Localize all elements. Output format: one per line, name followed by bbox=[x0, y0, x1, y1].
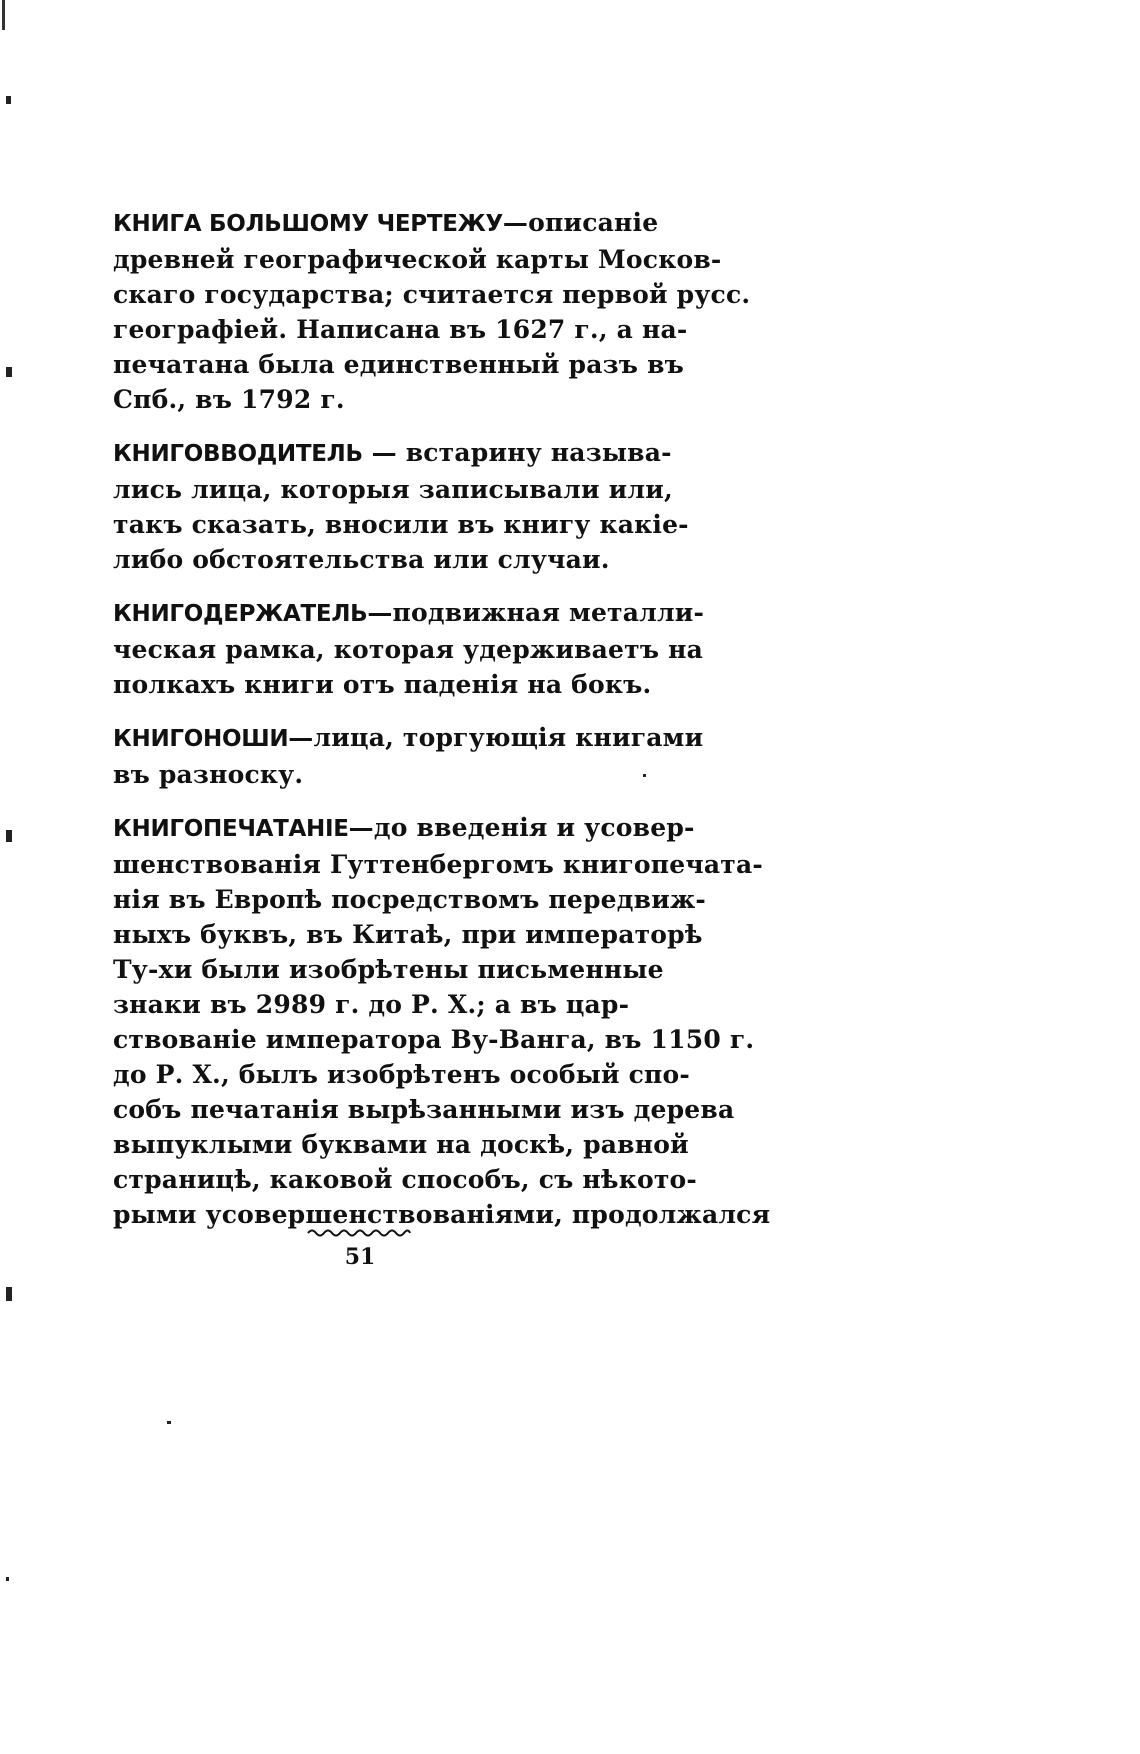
entry-line bbox=[113, 1022, 755, 1057]
entry-text: либо обстоятельства или случаи. bbox=[113, 545, 610, 574]
entry-text: ческая рамка, которая удерживаетъ на bbox=[113, 635, 704, 664]
entry-text: —описаніе bbox=[502, 208, 659, 237]
entry-headword: КНИГОВВОДИТЕЛЬ bbox=[113, 441, 363, 467]
entry-line bbox=[113, 987, 630, 1022]
dictionary-entry bbox=[113, 595, 705, 702]
entry-line bbox=[113, 882, 706, 917]
entry-headword: КНИГОНОШИ bbox=[113, 726, 289, 752]
entry-line bbox=[113, 952, 664, 987]
dictionary-entry bbox=[113, 205, 751, 417]
entry-line bbox=[113, 242, 722, 277]
entry-text: печатана была единственный разъ въ bbox=[113, 350, 685, 379]
margin-mark bbox=[6, 1577, 9, 1581]
entry-text: географіей. Написана въ 1627 г., а на- bbox=[113, 315, 688, 344]
entry-line bbox=[113, 1162, 697, 1197]
entry-text: — встарину называ- bbox=[362, 438, 672, 467]
entry-text: шенствованія Гуттенбергомъ книгопечата- bbox=[113, 850, 763, 879]
entry-text: страницѣ, каковой способъ, съ нѣкото- bbox=[113, 1165, 697, 1194]
entry-text: рыми усовершенствованіями, продолжался bbox=[113, 1200, 771, 1229]
entry-text: скаго государства; считается первой русс. bbox=[113, 280, 751, 309]
entry-text: —лица, торгующія книгами bbox=[288, 723, 704, 752]
entry-text: лись лица, которыя записывали или, bbox=[113, 475, 673, 504]
dictionary-entry bbox=[113, 810, 771, 1232]
entry-line bbox=[113, 435, 672, 472]
entry-text: ныхъ буквъ, въ Китаѣ, при императорѣ bbox=[113, 920, 703, 949]
entry-line bbox=[113, 312, 688, 347]
entry-text: въ разноску. bbox=[113, 760, 304, 789]
entry-text: древней географической карты Москов- bbox=[113, 245, 722, 274]
margin-mark bbox=[6, 96, 11, 104]
entry-line bbox=[113, 917, 703, 952]
page-number: 51 bbox=[344, 1244, 376, 1270]
text-column bbox=[113, 205, 771, 1250]
entry-text: знаки въ 2989 г. до Р. Х.; а въ цар- bbox=[113, 990, 630, 1019]
entry-line bbox=[113, 667, 652, 702]
entry-text: —до введенія и усовер- bbox=[348, 813, 695, 842]
ornamental-rule bbox=[306, 1226, 412, 1238]
entry-line bbox=[113, 847, 763, 882]
entry-line bbox=[113, 757, 610, 792]
entry-headword: КНИГОДЕРЖАТЕЛЬ bbox=[113, 601, 368, 627]
entry-line bbox=[113, 277, 751, 312]
entry-line bbox=[113, 507, 689, 542]
entry-line bbox=[113, 632, 704, 667]
entry-line bbox=[113, 595, 705, 632]
margin-mark bbox=[6, 830, 12, 842]
entry-headword: КНИГА БОЛЬШОМУ ЧЕРТЕЖУ bbox=[113, 211, 503, 237]
entry-line bbox=[113, 542, 610, 577]
margin-mark bbox=[643, 774, 646, 777]
entry-text: Ту-хи были изобрѣтены письменные bbox=[113, 955, 664, 984]
dictionary-entry bbox=[113, 435, 689, 577]
entry-text: ствованіе императора Ву-Ванга, въ 1150 г. bbox=[113, 1025, 755, 1054]
entry-headword: КНИГОПЕЧАТАНІЕ bbox=[113, 816, 349, 842]
margin-mark bbox=[6, 367, 12, 377]
entry-text: Спб., въ 1792 г. bbox=[113, 385, 345, 414]
entry-text: выпуклыми буквами на доскѣ, равной bbox=[113, 1130, 689, 1159]
entry-line bbox=[113, 1092, 735, 1127]
entry-text: до Р. Х., былъ изобрѣтенъ особый спо- bbox=[113, 1060, 691, 1089]
entry-line bbox=[113, 347, 685, 382]
entry-text: нія въ Европѣ посредствомъ передвиж- bbox=[113, 885, 706, 914]
margin-mark bbox=[6, 1287, 12, 1301]
entry-text: собъ печатанія вырѣзанными изъ дерева bbox=[113, 1095, 735, 1124]
entry-line bbox=[113, 205, 659, 242]
entry-text: полкахъ книги отъ паденія на бокъ. bbox=[113, 670, 652, 699]
scan-edge-mark bbox=[2, 0, 5, 30]
entry-line bbox=[113, 810, 695, 847]
entry-line bbox=[113, 382, 610, 417]
margin-mark bbox=[167, 1421, 171, 1424]
entry-text: такъ сказать, вносили въ книгу какіе- bbox=[113, 510, 689, 539]
entry-line bbox=[113, 1127, 689, 1162]
entry-line bbox=[113, 472, 673, 507]
entry-line bbox=[113, 1057, 691, 1092]
dictionary-entry bbox=[113, 720, 704, 792]
entry-text: —подвижная металли- bbox=[367, 598, 705, 627]
entry-line bbox=[113, 720, 704, 757]
